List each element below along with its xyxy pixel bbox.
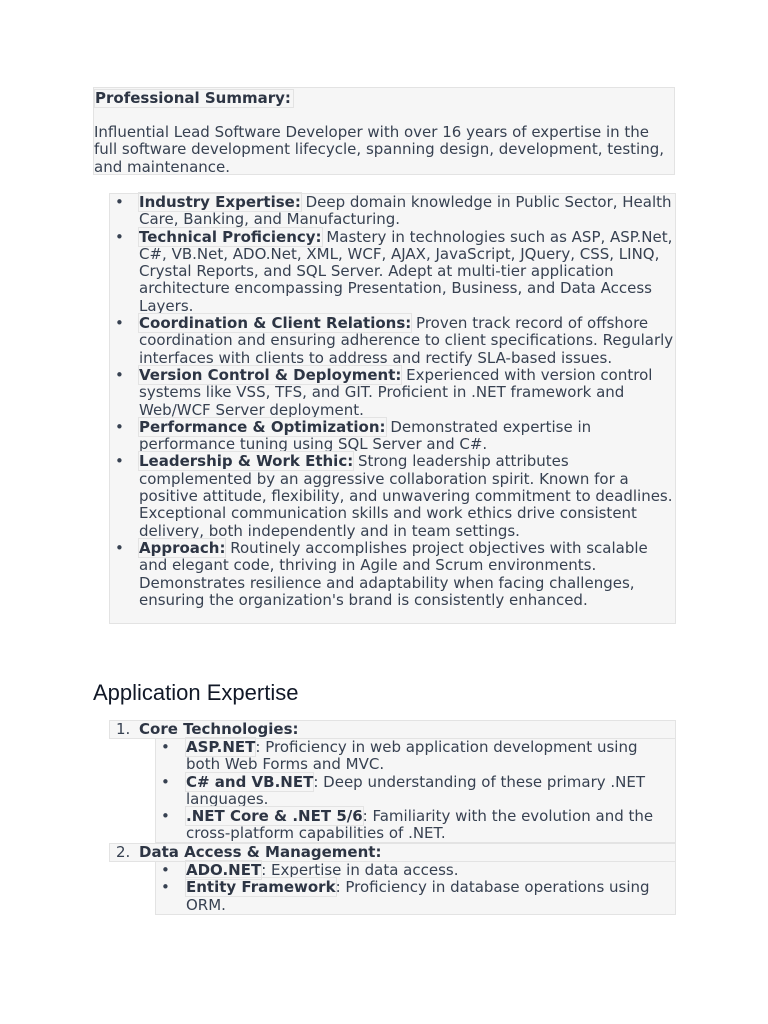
list-item (110, 419, 674, 454)
list-item (156, 808, 671, 843)
item-text: : Expertise in data access. (261, 861, 459, 879)
item-text: : Proficiency in database operations using ORM. (186, 878, 650, 914)
core-technologies-list (155, 738, 676, 843)
category-number: 2. (116, 843, 131, 861)
data-access-list (155, 861, 676, 915)
skill-text: Deep domain knowledge in Public Sector, Health Care, Banking, and Manufacturing. (139, 193, 672, 229)
item-key: C# and VB.NET (186, 772, 314, 791)
list-item (110, 453, 674, 539)
item-text: : Deep understanding of these primary .NET languages. (186, 772, 646, 808)
professional-summary (93, 87, 675, 175)
list-item (156, 774, 671, 809)
skill-key: Version Control & Deployment: (139, 365, 402, 384)
item-key: Entity Framework (186, 878, 336, 897)
list-item (156, 879, 671, 914)
section-heading-application-expertise: Application Expertise (93, 680, 299, 705)
item-key: ASP.NET (186, 738, 256, 756)
category-label: Core Technologies: (139, 720, 299, 738)
list-item (110, 194, 674, 229)
skill-text: Strong leadership attributes complemented by an aggressive collaboration spirit. Known for a positive attitude, flexibility, and unwavering commitment to deadlines. Exceptional communication skills and work ethics drive consistent delivery, both independently and in team settings. (139, 452, 673, 540)
item-text: : Familiarity with the evolution and the cross-platform capabilities of .NET. (186, 807, 654, 843)
list-item (156, 739, 671, 774)
skill-key: Performance & Optimization: (139, 417, 386, 436)
skill-key: Leadership & Work Ethic: (139, 452, 354, 471)
skill-text: Routinely accomplishes project objectives with scalable and elegant code, thriving in Agile and Scrum environments. Demonstrates resilience and adaptability when facing challenges, ensuring the organization's brand is consistently enhanced. (139, 538, 648, 609)
skill-text: Mastery in technologies such as ASP, ASP.Net, C#, VB.Net, ADO.Net, XML, WCF, AJAX, JavaScript, JQuery, CSS, LINQ, Crystal Reports, and SQL Server. Adept at multi-tier application architecture encompassing Presentation, Business, and Data Access Layers. (139, 227, 673, 315)
list-item (110, 315, 674, 367)
summary-text: Influential Lead Software Developer with over 16 years of expertise in the full software development lifecycle, spanning design, development, testing, and maintenance. (94, 123, 664, 176)
skill-text: Proven track record of offshore coordination and ensuring adherence to client specifications. Regularly interfaces with clients to address and rectify SLA-based issues. (139, 314, 674, 367)
summary-title: Professional Summary: (94, 89, 294, 108)
skill-text: Experienced with version control systems like VSS, TFS, and GIT. Proficient in .NET framework and Web/WCF Server deployment. (139, 365, 653, 419)
skill-key: Approach: (139, 538, 226, 557)
item-text: : Proficiency in web application development using both Web Forms and MVC. (186, 738, 638, 774)
category-label: Data Access & Management: (139, 843, 382, 861)
list-item (110, 229, 674, 315)
skill-key: Coordination & Client Relations: (139, 314, 412, 333)
skill-key: Technical Proficiency: (139, 227, 322, 246)
skill-key: Industry Expertise: (139, 193, 301, 211)
item-key: ADO.NET (186, 861, 262, 879)
item-key: .NET Core & .NET 5/6 (186, 807, 363, 826)
skills-list (109, 193, 676, 624)
list-item (110, 367, 674, 419)
skill-text: Demonstrated expertise in performance tuning using SQL Server and C#. (139, 417, 592, 454)
category-number: 1. (116, 720, 131, 738)
list-item (110, 540, 674, 609)
